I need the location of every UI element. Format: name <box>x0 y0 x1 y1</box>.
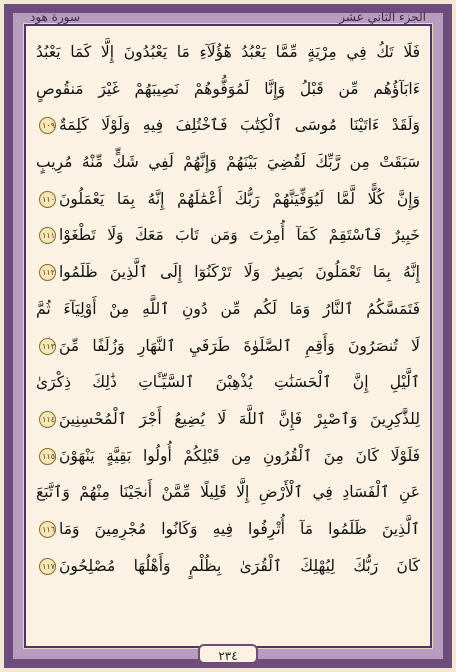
text-line <box>36 107 420 144</box>
text-line <box>36 181 420 218</box>
page-number: ٢٣٤ <box>198 644 258 664</box>
page-header <box>30 6 426 28</box>
line-text: فَلَوْلَا كَانَ مِنَ ٱلْقُرُونِ مِن قَبْلِكُمْ أُولُوا بَقِيَّةٍ يَنْهَوْنَ <box>59 446 420 465</box>
line-text: خَبِيرٌ فَٱسْتَقِمْ كَمَآ أُمِرْتَ وَمَن تَابَ مَعَكَ وَلَا تَطْغَوْا <box>59 226 420 245</box>
line-text: إِنَّهُ بِمَا تَعْمَلُونَ بَصِيرٌ وَلَا تَرْكَنُوٓا إِلَى ٱلَّذِينَ ظَلَمُوا <box>59 263 420 282</box>
line-text: لَا تُنصَرُونَ وَأَقِمِ ٱلصَّلَوٰةَ طَرَفَيِ ٱلنَّهَارِ وَزُلَفًا مِّنَ <box>59 336 420 355</box>
text-line <box>36 217 420 254</box>
line-text: ءَابَآؤُهُم مِّن قَبْلُ وَإِنَّا لَمُوَفُّوهُمْ نَصِيبَهُمْ غَيْرَ مَنقُوصٍ <box>36 79 420 98</box>
text-line <box>36 144 420 181</box>
text-line <box>36 71 420 108</box>
text-line <box>36 34 420 71</box>
line-text: عَنِ ٱلْفَسَادِ فِي ٱلْأَرْضِ إِلَّا قَلِيلًا مِّمَّنْ أَنجَيْنَا مِنْهُمْ وَٱتَّبَعَ <box>36 483 420 502</box>
ayah-number-marker: ١١٦ <box>39 521 56 538</box>
ayah-number-marker: ١٠٩ <box>39 117 56 134</box>
text-line <box>36 511 420 548</box>
ayah-number-marker: ١١٥ <box>39 448 56 465</box>
ayah-number-marker: ١١٧ <box>39 558 56 575</box>
text-line <box>36 548 420 585</box>
text-line <box>36 291 420 328</box>
text-line <box>36 254 420 291</box>
surah-title: سورة هود <box>30 10 81 24</box>
text-line <box>36 401 420 438</box>
line-text: ٱلَّيْلِ إِنَّ ٱلْحَسَنَٰتِ يُذْهِبْنَ ٱلسَّيِّـَٔاتِ ذَٰلِكَ ذِكْرَىٰ <box>36 373 420 392</box>
line-text: سَبَقَتْ مِن رَّبِّكَ لَقُضِيَ بَيْنَهُمْ وَإِنَّهُمْ لَفِي شَكٍّ مِّنْهُ مُرِيبٍ <box>36 153 420 172</box>
ayah-number-marker: ١١٤ <box>39 411 56 428</box>
line-text: وَلَقَدْ ءَاتَيْنَا مُوسَى ٱلْكِتَٰبَ فَٱخْتُلِفَ فِيهِ وَلَوْلَا كَلِمَةٌ <box>59 116 420 135</box>
text-line <box>36 328 420 365</box>
line-text: فَلَا تَكُ فِي مِرْيَةٍ مِّمَّا يَعْبُدُ هَٰٓؤُلَآءِ مَا يَعْبُدُونَ إِلَّا كَمَا يَعْبُدُ <box>36 43 420 61</box>
line-text: لِلذَّٰكِرِينَ وَٱصْبِرْ فَإِنَّ ٱللَّهَ لَا يُضِيعُ أَجْرَ ٱلْمُحْسِنِينَ <box>59 409 420 428</box>
text-line <box>36 438 420 475</box>
ayah-number-marker: ١١٠ <box>39 191 56 208</box>
text-line <box>36 364 420 401</box>
quran-text-body <box>36 34 420 584</box>
ayah-number-marker: ١١١ <box>39 227 56 244</box>
line-text: وَإِنَّ كُلًّا لَّمَّا لَيُوَفِّيَنَّهُمْ رَبُّكَ أَعْمَٰلَهُمْ إِنَّهُ بِمَا يَعْمَلُونَ <box>59 189 420 208</box>
line-text: كَانَ رَبُّكَ لِيُهْلِكَ ٱلْقُرَىٰ بِظُلْمٍ وَأَهْلُهَا مُصْلِحُونَ <box>59 556 420 575</box>
ayah-number-marker: ١١٣ <box>39 338 56 355</box>
juz-title: الجزء الثاني عشر <box>339 10 426 24</box>
text-line <box>36 474 420 511</box>
line-text: ٱلَّذِينَ ظَلَمُوا مَآ أُتْرِفُوا فِيهِ وَكَانُوا مُجْرِمِينَ وَمَا <box>59 519 420 538</box>
ayah-number-marker: ١١٢ <box>39 264 56 281</box>
line-text: فَتَمَسَّكُمُ ٱلنَّارُ وَمَا لَكُم مِّن دُونِ ٱللَّهِ مِنْ أَوْلِيَآءَ ثُمَّ <box>36 299 420 318</box>
